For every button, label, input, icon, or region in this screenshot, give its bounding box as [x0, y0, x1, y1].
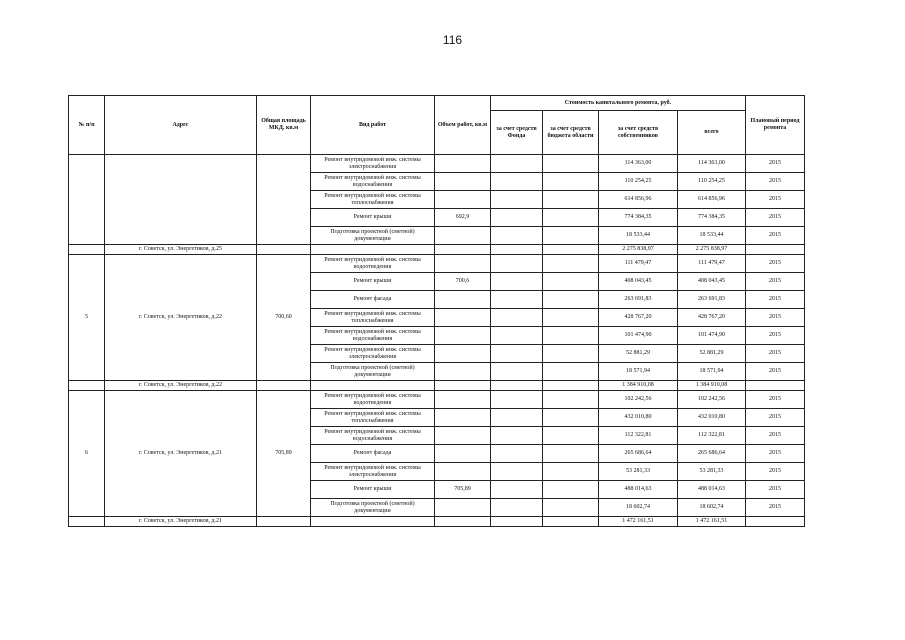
subtotal-empty-cell	[491, 381, 543, 391]
row-number: 6	[69, 391, 105, 517]
volume-cell: 705,89	[435, 481, 491, 499]
row-address: г. Советск, ул. Энергетиков, д.21	[105, 391, 257, 517]
table-row	[69, 255, 805, 273]
period-cell: 2015	[746, 173, 805, 191]
work-type-cell: Ремонт крыши	[311, 273, 435, 291]
volume-cell	[435, 391, 491, 409]
period-cell: 2015	[746, 427, 805, 445]
row-number: 5	[69, 255, 105, 381]
subtotal-empty-cell	[491, 245, 543, 255]
owners-cell: 614 856,96	[599, 191, 678, 209]
fund-cell	[491, 309, 543, 327]
subtotal-total: 1 472 161,51	[678, 517, 746, 527]
fund-cell	[491, 391, 543, 409]
work-type-cell: Ремонт внутридомовой инж. системы водоотведения	[311, 391, 435, 409]
subtotal-num-cell	[69, 517, 105, 527]
table-body	[69, 155, 805, 527]
page-number: 116	[442, 33, 463, 47]
work-type-cell: Ремонт внутридомовой инж. системы водоснабжения	[311, 327, 435, 345]
volume-cell	[435, 409, 491, 427]
period-cell: 2015	[746, 209, 805, 227]
total-cell: 18 602,74	[678, 499, 746, 517]
header-period: Плановый период ремонта	[746, 96, 805, 155]
row-address: г. Советск, ул. Энергетиков, д.22	[105, 255, 257, 381]
subtotal-empty-cell	[257, 381, 311, 391]
owners-cell: 263 691,83	[599, 291, 678, 309]
table-row	[69, 155, 805, 173]
region-cell	[543, 291, 599, 309]
period-cell: 2015	[746, 191, 805, 209]
subtotal-row	[69, 245, 805, 255]
subtotal-label: г. Советск, ул. Энергетиков, д.21	[105, 517, 257, 527]
header-region: за счет средств бюджета области	[543, 111, 599, 155]
subtotal-period-cell	[746, 245, 805, 255]
region-cell	[543, 309, 599, 327]
volume-cell: 700,6	[435, 273, 491, 291]
subtotal-period-cell	[746, 517, 805, 527]
owners-cell: 110 254,25	[599, 173, 678, 191]
fund-cell	[491, 363, 543, 381]
owners-cell: 112 322,81	[599, 427, 678, 445]
repair-cost-table	[68, 95, 805, 527]
owners-cell: 488 014,63	[599, 481, 678, 499]
work-type-cell: Ремонт внутридомовой инж. системы электроснабжения	[311, 463, 435, 481]
fund-cell	[491, 463, 543, 481]
table-row	[69, 391, 805, 409]
fund-cell	[491, 499, 543, 517]
subtotal-row	[69, 381, 805, 391]
work-type-cell: Подготовка проектной (сметной) документации	[311, 499, 435, 517]
owners-cell: 774 384,35	[599, 209, 678, 227]
header-cost-group: Стоимость капитального ремонта, руб.	[491, 96, 746, 111]
total-cell: 111 479,47	[678, 255, 746, 273]
period-cell: 2015	[746, 327, 805, 345]
region-cell	[543, 209, 599, 227]
total-cell: 488 014,63	[678, 481, 746, 499]
fund-cell	[491, 227, 543, 245]
subtotal-empty-cell	[311, 517, 435, 527]
total-cell: 408 043,45	[678, 273, 746, 291]
header-total: всего	[678, 111, 746, 155]
subtotal-empty-cell	[257, 517, 311, 527]
subtotal-empty-cell	[311, 381, 435, 391]
row-area: 705,89	[257, 391, 311, 517]
fund-cell	[491, 445, 543, 463]
subtotal-row	[69, 517, 805, 527]
fund-cell	[491, 345, 543, 363]
total-cell: 110 254,25	[678, 173, 746, 191]
subtotal-owners: 2 275 838,97	[599, 245, 678, 255]
period-cell: 2015	[746, 363, 805, 381]
fund-cell	[491, 155, 543, 173]
subtotal-empty-cell	[543, 245, 599, 255]
subtotal-total: 2 275 838,97	[678, 245, 746, 255]
total-cell: 102 242,56	[678, 391, 746, 409]
volume-cell	[435, 173, 491, 191]
fund-cell	[491, 427, 543, 445]
subtotal-empty-cell	[257, 245, 311, 255]
subtotal-owners: 1 384 910,08	[599, 381, 678, 391]
period-cell: 2015	[746, 273, 805, 291]
region-cell	[543, 327, 599, 345]
work-type-cell: Ремонт фасада	[311, 445, 435, 463]
fund-cell	[491, 191, 543, 209]
period-cell: 2015	[746, 463, 805, 481]
owners-cell: 432 010,80	[599, 409, 678, 427]
period-cell: 2015	[746, 409, 805, 427]
total-cell: 53 281,33	[678, 463, 746, 481]
total-cell: 428 767,20	[678, 309, 746, 327]
volume-cell	[435, 463, 491, 481]
period-cell: 2015	[746, 309, 805, 327]
fund-cell	[491, 409, 543, 427]
total-cell: 114 363,00	[678, 155, 746, 173]
period-cell: 2015	[746, 481, 805, 499]
volume-cell: 692,9	[435, 209, 491, 227]
owners-cell: 265 686,64	[599, 445, 678, 463]
owners-cell: 428 767,20	[599, 309, 678, 327]
subtotal-label: г. Советск, ул. Энергетиков, д.25	[105, 245, 257, 255]
region-cell	[543, 427, 599, 445]
subtotal-num-cell	[69, 245, 105, 255]
work-type-cell: Ремонт внутридомовой инж. системы теплоснабжения	[311, 409, 435, 427]
subtotal-owners: 1 472 161,51	[599, 517, 678, 527]
period-cell: 2015	[746, 391, 805, 409]
work-type-cell: Ремонт внутридомовой инж. системы теплоснабжения	[311, 191, 435, 209]
owners-cell: 101 474,90	[599, 327, 678, 345]
work-type-cell: Ремонт крыши	[311, 481, 435, 499]
owners-cell: 53 281,33	[599, 463, 678, 481]
period-cell: 2015	[746, 291, 805, 309]
owners-cell: 18 602,74	[599, 499, 678, 517]
region-cell	[543, 345, 599, 363]
row-area	[257, 155, 311, 245]
row-number	[69, 155, 105, 245]
owners-cell: 111 479,47	[599, 255, 678, 273]
fund-cell	[491, 481, 543, 499]
owners-cell: 18 533,44	[599, 227, 678, 245]
subtotal-num-cell	[69, 381, 105, 391]
fund-cell	[491, 209, 543, 227]
work-type-cell: Ремонт внутридомовой инж. системы водоотведения	[311, 255, 435, 273]
subtotal-empty-cell	[435, 381, 491, 391]
period-cell: 2015	[746, 345, 805, 363]
owners-cell: 408 043,45	[599, 273, 678, 291]
region-cell	[543, 227, 599, 245]
total-cell: 263 691,83	[678, 291, 746, 309]
work-type-cell: Ремонт внутридомовой инж. системы электроснабжения	[311, 155, 435, 173]
fund-cell	[491, 291, 543, 309]
subtotal-empty-cell	[435, 517, 491, 527]
row-area: 700,60	[257, 255, 311, 381]
total-cell: 18 571,94	[678, 363, 746, 381]
work-type-cell: Ремонт крыши	[311, 209, 435, 227]
period-cell: 2015	[746, 155, 805, 173]
total-cell: 614 856,96	[678, 191, 746, 209]
subtotal-empty-cell	[543, 517, 599, 527]
volume-cell	[435, 499, 491, 517]
work-type-cell: Ремонт внутридомовой инж. системы теплоснабжения	[311, 309, 435, 327]
subtotal-label: г. Советск, ул. Энергетиков, д.22	[105, 381, 257, 391]
subtotal-total: 1 384 910,08	[678, 381, 746, 391]
region-cell	[543, 499, 599, 517]
owners-cell: 114 363,00	[599, 155, 678, 173]
subtotal-empty-cell	[543, 381, 599, 391]
work-type-cell: Ремонт внутридомовой инж. системы электроснабжения	[311, 345, 435, 363]
volume-cell	[435, 191, 491, 209]
region-cell	[543, 363, 599, 381]
subtotal-empty-cell	[435, 245, 491, 255]
work-type-cell: Подготовка проектной (сметной) документации	[311, 363, 435, 381]
header-address: Адрес	[105, 96, 257, 155]
fund-cell	[491, 173, 543, 191]
header-num: № п/п	[69, 96, 105, 155]
volume-cell	[435, 155, 491, 173]
region-cell	[543, 191, 599, 209]
header-owners: за счет средств собственников	[599, 111, 678, 155]
region-cell	[543, 463, 599, 481]
work-type-cell: Подготовка проектной (сметной) документации	[311, 227, 435, 245]
period-cell: 2015	[746, 445, 805, 463]
region-cell	[543, 391, 599, 409]
region-cell	[543, 155, 599, 173]
header-area: Общая площадь МКД, кв.м	[257, 96, 311, 155]
header-volume: Объем работ, кв.м	[435, 96, 491, 155]
period-cell: 2015	[746, 499, 805, 517]
row-address	[105, 155, 257, 245]
owners-cell: 52 881,29	[599, 345, 678, 363]
total-cell: 101 474,90	[678, 327, 746, 345]
header-work-type: Вид работ	[311, 96, 435, 155]
volume-cell	[435, 345, 491, 363]
period-cell: 2015	[746, 255, 805, 273]
subtotal-period-cell	[746, 381, 805, 391]
work-type-cell: Ремонт внутридомовой инж. системы водоснабжения	[311, 427, 435, 445]
fund-cell	[491, 273, 543, 291]
region-cell	[543, 409, 599, 427]
total-cell: 18 533,44	[678, 227, 746, 245]
volume-cell	[435, 327, 491, 345]
region-cell	[543, 273, 599, 291]
header-fund: за счет средств Фонда	[491, 111, 543, 155]
volume-cell	[435, 309, 491, 327]
total-cell: 774 384,35	[678, 209, 746, 227]
period-cell: 2015	[746, 227, 805, 245]
total-cell: 52 881,29	[678, 345, 746, 363]
volume-cell	[435, 291, 491, 309]
owners-cell: 18 571,94	[599, 363, 678, 381]
region-cell	[543, 173, 599, 191]
region-cell	[543, 445, 599, 463]
work-type-cell: Ремонт внутридомовой инж. системы водоснабжения	[311, 173, 435, 191]
work-type-cell: Ремонт фасада	[311, 291, 435, 309]
table-header	[69, 96, 805, 155]
region-cell	[543, 481, 599, 499]
volume-cell	[435, 445, 491, 463]
owners-cell: 102 242,56	[599, 391, 678, 409]
total-cell: 265 686,64	[678, 445, 746, 463]
total-cell: 112 322,81	[678, 427, 746, 445]
fund-cell	[491, 327, 543, 345]
volume-cell	[435, 255, 491, 273]
region-cell	[543, 255, 599, 273]
volume-cell	[435, 227, 491, 245]
total-cell: 432 010,80	[678, 409, 746, 427]
volume-cell	[435, 363, 491, 381]
fund-cell	[491, 255, 543, 273]
volume-cell	[435, 427, 491, 445]
subtotal-empty-cell	[491, 517, 543, 527]
subtotal-empty-cell	[311, 245, 435, 255]
